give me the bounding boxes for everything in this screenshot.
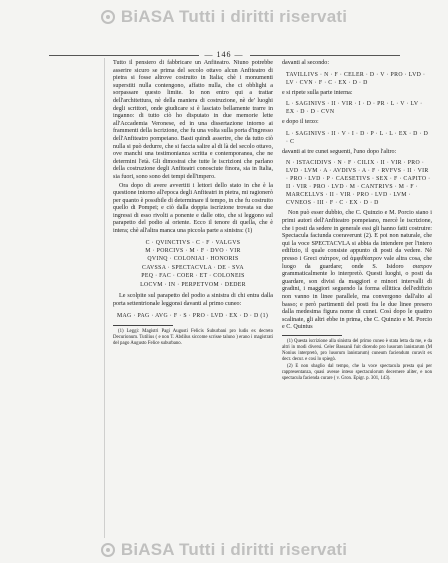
- inscription-mag-pag: MAG · PAG · AVG · F · S · PRO · LVD · EX · D · D (1): [117, 313, 269, 320]
- inscription-line: LOCVM · IN · PERPETVOM · DEDER: [140, 281, 246, 288]
- left-paragraph-3: Le scolpite sul parapetto del podio a sinistra di chi entra dalla porta settentrionale leggonsi davanti al primo cuneo:: [113, 293, 273, 307]
- inscription-line: PEQ · FAC · COER · ET · COLONEIS: [141, 273, 245, 280]
- watermark-top: [0, 6, 448, 28]
- page-number: — 146 —: [0, 50, 448, 59]
- inscription-tavillius: TAVILLIVS · N · F · CELER · D · V · PRO · LVD · LV · CVN · F · C · EX · D · D: [286, 71, 426, 86]
- right-paragraph-3: e dopo il terzo:: [282, 119, 319, 126]
- inscription-line: QVINQ · COLONIAI · HONORIS: [147, 256, 239, 263]
- page-gutter-shadow: [104, 58, 105, 538]
- left-column: [113, 60, 273, 348]
- watermark-text-bottom: BiASA Tutti i diritti riservati: [120, 540, 348, 559]
- right-paragraph-5: Non può esser dubbio, che C. Quinzio e M. Porcio siano i primi autori dell'Anfiteatro pompeiano, mercè le iscrizione, che i posti da sedere in generale essi gli hanno fatti costruire: Spectacula faciunda coeraverunt (2). E poi non naturale, che qui la voce SPECTACVLA si abbia da intendere per l'intero edifizio, il quale consiste appunto di posti da vedere. Nè presso i Greci σιάτρον, od ἀμφιθέατρον vale altra cosa, che luogo da guardare; onde S. Isidoro σιατρον grammaticalmente lo interpretò. Questi luoghi, o posti da guardare, son divisi da maggiori e minori intervalli di gradini, i maggiori seguendo la forma ellittica dell'edifizio non vanno in linee parallele, ma convergono dall'alto al basso; e però partimenti del posti fra le due linee presero dalla medesima figura nome di cunei. Così dopo le quattro scalinate, gli altri ebbe in prima, che C. Quinzio e M. Porcio e C. Quintus: [282, 210, 432, 331]
- footnote-rule: [282, 335, 342, 336]
- inscription-block: [113, 239, 273, 289]
- footnote-2: (2) E non sbaglio dal tempo, che la voce spectacula presta qui per rappresentanza, quasi avesse inteso spectaculorum decernere aliter, e non spectacula facienda curare ( v. Gron. Epigr. p. 301, 143).: [282, 363, 432, 381]
- left-paragraph-2: Ora dopo di avere avvertiti i lettori dello stato in che è la questione intorno all'epoca degli Anfiteatri in pietra, mi ragionerò per quanto è possibile di determinare il tempo, in che fu costruito quello di Pompei; e ciò dalla doppia iscrizione trovata su due ingressi di esso rivolti a ponente e dalle otto, che si leggono sul parapetto del podio al oriente. Ecco il tenore di quella, che è intera; chè all'altra manca una piccola parte a sinistra: (1): [113, 182, 273, 235]
- biasa-logo-icon: [101, 10, 115, 24]
- right-column: [282, 60, 432, 383]
- biasa-logo-icon: [101, 543, 115, 557]
- watermark-text-top: BiASA Tutti i diritti riservati: [120, 7, 348, 26]
- footnote-1: (1) Leggi: Magistri Pagi Augusti Felicis Suburbani pro ludis ex decreto Decurionum. Tutilius ( e non T. Abdilus siccome scrisse taluno ) erano i magistrati del pago Augusto Felice suburbano.: [113, 328, 273, 346]
- inscription-istacidius: N · ISTACIDIVS · N · F · CILIX · II · VIR · PRO · LVD · LVM · A · AVDIVS · A · F · RVFVS · II · VIR · PRO · LVD · P · CAESETIVS · SEX · F · CAPITO · II · VIR · PRO · LVD · M · CANTRIVS · M · F · MARCELLVS · II · VIR · PRO · LVD · LVM · CVNEOS · III · F · C · EX · D · D: [286, 160, 431, 207]
- right-paragraph-1: davanti al secondo:: [282, 60, 330, 66]
- inscription-saginius-2: L · SAGINIVS · II · V · I · D · P · L · L · EX · D · D · C: [286, 130, 429, 145]
- right-footnotes: [282, 339, 432, 382]
- inscription-line: C · QVINCTIVS · C · F · VALGVS: [145, 239, 241, 246]
- footnote-rule: [113, 325, 173, 326]
- inscription-line: CAVSSA · SPECTACVLA · DE · SVA: [142, 264, 244, 271]
- inscription-line: M · PORCIVS · M · F · DVO · VIR: [145, 248, 241, 255]
- footnote-1: (1) Questa iscrizione alla sinistra del primo cuneo è stata letta da me, e da altri in modi diversi. Celer Bassanii fuit dicendo pro lusoram lanistarum (M Nonius interpretò, pro lusorum lanistarum) cuneum faciendum curavit ex decr. decur. e così lo spiegò.: [282, 338, 432, 362]
- right-paragraph-4: davanti ai tre cunei seguenti, l'uno dopo l'altro:: [282, 148, 397, 155]
- left-footnotes: [113, 329, 273, 347]
- right-paragraph-2: e si ripete sulla parte interna:: [282, 89, 353, 96]
- left-paragraph-1: Tutto il pensiero di fabbricare un Anfiteatro. Niuno potrebbe asserire sicuro se prima del secolo ottavo alcun Anfiteatro di pietra si fosse altrove costruito in Italia; chè i monumenti superstiti nulla contengono, affatto nulla, che ci obblighi a sorpassare questo limite. Io non entro qui a trattar dell'architettura, nè della maniera di costruzione, nè de' luoghi degli scrittori, onde giudicare si è lasciato bellamente trarre in inganno: di tutto ciò ho disputato in due memorie lette all'Accademia Veronese, ed in una dissertazione intorno ai frammenti della iscrizione, che fu una volta sulla porta d'ingresso dell'Anfiteatro pompeiano. Basti quindi asserire, che da tutto ciò nulla si può dedurre, che si faccia salire al di là del secolo ottavo, ove manchi una testimonianza scritta e contemporanea, che ne determini l'età. Gli dimostrai che tutte le iscrizioni che parlano della costruzione degli Anfiteatri conosciute finora, sia in Italia, sia fuori, sono sono dei tempi dell'impero.: [113, 60, 273, 180]
- inscription-saginius-1: L · SAGINIVS · II · VIR · I · D · PR · L · V · LV · EX · D · D · CVN: [286, 101, 423, 116]
- watermark-bottom: [0, 539, 448, 561]
